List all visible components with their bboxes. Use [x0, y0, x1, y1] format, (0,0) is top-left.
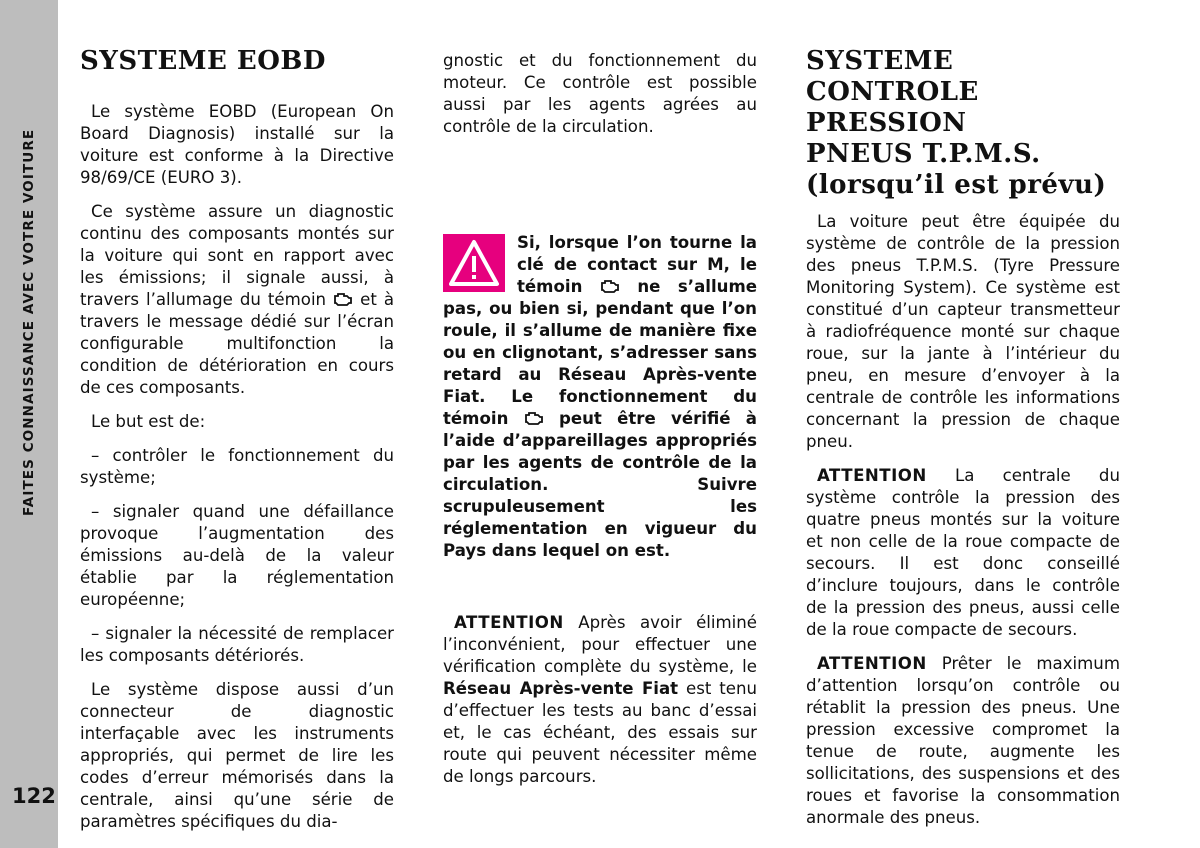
eobd-paragraph-intro: Le système EOBD (European On Board Diagnosis) installé sur la voiture est conforme à la Directive 98/69/CE (EURO 3).	[80, 102, 394, 187]
text-span: Ce système assure un diagnostic continu des composants montés sur la voiture qui sont en rapport avec les émissions; il signale aussi, à travers l’allumage du témoin	[80, 202, 394, 309]
eobd-list-item-3: – signaler la nécessité de remplacer les composants détériorés.	[80, 624, 394, 665]
page-number: 122	[12, 784, 56, 808]
eobd-paragraph-goal: Le but est de:	[91, 412, 206, 431]
column-eobd	[80, 40, 394, 845]
attention-label: ATTENTION	[817, 654, 927, 673]
tpms-attention-2	[806, 653, 1120, 829]
heading-line: SYSTEME CONTROLE	[806, 46, 979, 107]
warning-triangle-icon	[443, 234, 505, 292]
engine-check-icon	[600, 279, 620, 294]
sidebar	[0, 0, 58, 848]
engine-check-icon	[333, 292, 353, 307]
column-tpms	[806, 40, 1120, 841]
text-span: Prêter le maximum d’attention lorsqu’on contrôle ou rétablit la pression des pneus. Une pression excessive compromet la tenue de route, augmente les sollicitations, des suspensions et des roues et favorise la consommation anormale des pneus.	[806, 654, 1120, 827]
text-span: est tenu d’effectuer les tests au banc d’essai et, le cas échéant, des essais sur route qui peuvent nécessiter même de longs parcours.	[443, 679, 757, 786]
text-span: Si, lorsque l’on tourne la clé de contact sur M, le témoin	[517, 233, 757, 296]
eobd-paragraph-connector: Le système dispose aussi d’un connecteur de diagnostic interfaçable avec les instruments appropriés, qui permet de lire les codes d’erreur mémorisés dans la centrale, ainsi qu’une série de paramètres spécifiques du dia-	[80, 680, 394, 831]
text-span: ne s’allume pas, ou bien si, pendant que l’on roule, il s’allume de manière fixe ou en clignotant, s’adresser sans retard au Réseau Après-vente Fiat. Le fonctionnement du témoin	[443, 277, 758, 428]
eobd-heading: SYSTEME EOBD	[80, 46, 326, 76]
eobd-paragraph-continued: gnostic et du fonctionnement du moteur. Ce contrôle est possible aussi par les agents agrées au contrôle de la circulation.	[443, 51, 757, 136]
text-span: peut être vérifié à l’aide d’appareillages appropriés par les agents de contrôle de la circulation. Suivre scrupuleusement les réglementation en vigueur du Pays dans lequel on est.	[443, 409, 757, 560]
attention-label: ATTENTION	[817, 466, 927, 485]
heading-line: PRESSION	[806, 108, 967, 138]
attention-paragraph	[443, 612, 757, 788]
network-name: Réseau Après-vente Fiat	[443, 679, 679, 698]
attention-label: ATTENTION	[454, 613, 564, 632]
tpms-heading	[806, 46, 1120, 201]
eobd-list-item-1: – contrôler le fonctionnement du système;	[80, 446, 394, 487]
heading-line: (lorsqu’il est prévu)	[806, 170, 1107, 200]
text-span: Après avoir éliminé l’inconvénient, pour effectuer une vérification complète du système, le	[443, 613, 757, 676]
text-span: La centrale du système contrôle la pression des quatre pneus montés sur la voiture et non celle de la roue compacte de secours. Il est donc conseillé d’inclure toujours, dans le contrôle de la pression des pneus, aussi celle de la roue compacte de secours.	[806, 466, 1120, 639]
engine-check-icon	[524, 411, 544, 426]
eobd-paragraph-diagnostic	[80, 201, 394, 399]
section-title-vertical: FAITES CONNAISSANCE AVEC VOTRE VOITURE	[21, 128, 37, 516]
column-eobd-continued	[443, 50, 757, 800]
eobd-list-item-2: – signaler quand une défaillance provoque l’augmentation des émissions au-delà de la valeur établie par la réglementation européenne;	[80, 502, 394, 609]
warning-block	[443, 232, 757, 562]
heading-line: PNEUS T.P.M.S.	[806, 139, 1041, 169]
tpms-paragraph-intro: La voiture peut être équipée du système de contrôle de la pression des pneus T.P.M.S. (Tyre Pressure Monitoring System). Ce système est constitué d’un capteur transmetteur à radiofréquence monté sur chaque roue, sur la jante à l’intérieur du pneu, en mesure d’envoyer à la centrale de contrôle les informations concernant la pression de chaque pneu.	[806, 212, 1120, 451]
text-span: et à travers le message dédié sur l’écran configurable multifonction la condition de détérioration en cours de ces composants.	[80, 290, 394, 397]
tpms-attention-1	[806, 465, 1120, 641]
